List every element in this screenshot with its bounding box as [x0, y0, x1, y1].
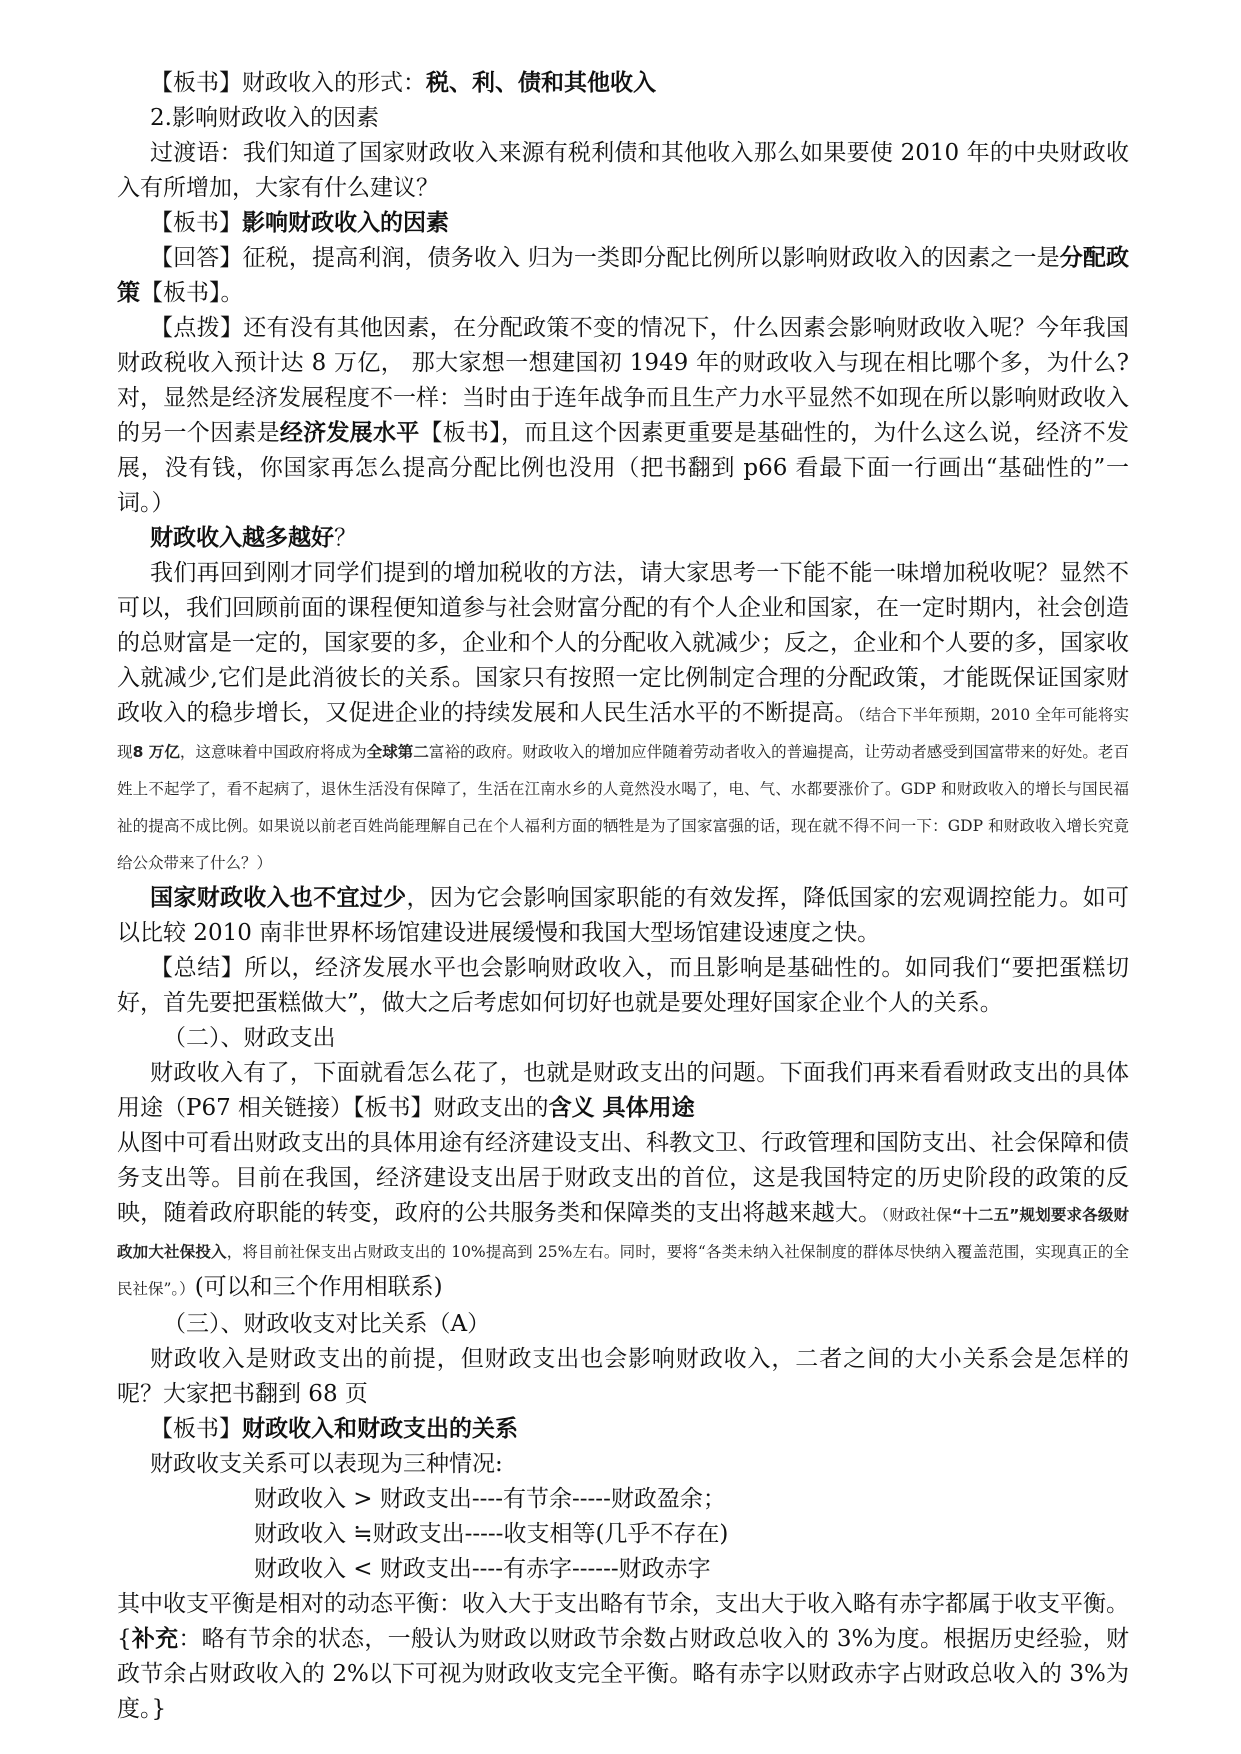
text: 财政收入 ≒财政支出-----收支相等(几乎不存在): [254, 1521, 729, 1547]
paragraph-expenditure-intro: [117, 1056, 1129, 1126]
bold-text: 税、利、债和其他收入: [426, 70, 656, 96]
text: ？: [334, 525, 357, 551]
text: 【板书】: [150, 210, 242, 236]
text: 【总结】所以，经济发展水平也会影响财政收入，而且影响是基础性的。如同我们“要把蛋糕切好，首先要把蛋糕做大”，做大之后考虑如何切好也就是要处理好国家企业个人的关系。: [117, 955, 1129, 1016]
heading-factors: [117, 101, 1129, 136]
note-bold-text: 全球第二: [366, 743, 429, 761]
text: 【回答】征税，提高利润，债务收入 归为一类即分配比例所以影响财政收入的因素之一是: [150, 245, 1060, 271]
text: 【板书】财政收入的形式：: [150, 70, 426, 96]
bold-text: 经济发展水平: [279, 420, 420, 446]
heading-balance: [117, 1307, 1129, 1342]
text: 过渡语：我们知道了国家财政收入来源有税利债和其他收入那么如果要使 2010 年的中央财政收入有所增加，大家有什么建议？: [117, 140, 1129, 201]
note-text: （结合下半年预期，2010 全年可能将实现: [117, 706, 1130, 761]
paragraph-summary: [117, 951, 1129, 1021]
text: （三）、财政收支对比关系（A）: [163, 1311, 491, 1337]
bold-text: 财政收入越多越好: [150, 525, 334, 551]
note-text: 富裕的政府。财政收入的增加应伴随着劳动者收入的普遍提高，让劳动者感受到国富带来的好处。老百姓上不起学了，看不起病了，退休生活没有保障了，生活在江南水乡的人竟然没水喝了，电、气、水都要涨价了。GDP 和财政收入的增长与国民福祉的提高不成比例。如果说以前老百姓尚能理解自己在个人福利方面的牺牲是为了国家富强的话，现在就不得不问一下：GDP 和财政收入增长究竟给公众带来了什么？）: [117, 743, 1129, 872]
text: 财政收入是财政支出的前提，但财政支出也会影响财政收入，二者之间的大小关系会是怎样的呢？大家把书翻到 68 页: [117, 1346, 1129, 1407]
paragraph-expenditure-uses: [117, 1126, 1129, 1307]
bold-text: 分配政策: [117, 245, 1130, 306]
formula-surplus: [117, 1482, 1129, 1517]
note-bold-text: 8 万亿: [132, 743, 180, 761]
heading-expenditure: [117, 1021, 1129, 1056]
text: 其中收支平衡是相对的动态平衡：收入大于支出略有节余，支出大于收入略有赤字都属于收支平衡。{: [117, 1591, 1129, 1652]
paragraph-board-factors: [117, 206, 1129, 241]
text: ：略有节余的状态，一般认为财政以财政节余数占财政总收入的 3%为度。根据历史经验，财政节余占财政收入的 2%以下可视为财政收支完全平衡。略有赤字以财政赤字占财政总收入的 3%为度。}: [117, 1626, 1130, 1722]
paragraph-tax-discussion: [117, 556, 1129, 881]
bold-text: 影响财政收入的因素: [242, 210, 449, 236]
text: 财政收入 < 财政支出----有赤字------财政赤字: [254, 1556, 711, 1582]
bold-text: 国家财政收入也不宜过少: [150, 885, 407, 911]
bold-text: 含义 具体用途: [548, 1095, 695, 1121]
paragraph-not-too-little: [117, 881, 1129, 951]
note-text: ，这意味着中国政府将成为: [179, 743, 367, 761]
paragraph-dynamic-balance: [117, 1587, 1129, 1727]
paragraph-board-forms: [117, 66, 1129, 101]
text: 我们再回到刚才同学们提到的增加税收的方法，请大家思考一下能不能一味增加税收呢？显然不可以，我们回顾前面的课程便知道参与社会财富分配的有个人企业和国家，在一定时期内，社会创造的总财富是一定的，国家要的多，企业和个人的分配收入就减少；反之，企业和个人要的多，国家收入就减少,它们是此消彼长的关系。国家只有按照一定比例制定合理的分配政策，才能既保证国家财政收入的稳步增长，又促进企业的持续发展和人民生活水平的不断提高。: [117, 560, 1129, 726]
paragraph-three-cases: [117, 1447, 1129, 1482]
heading-more-better: [117, 521, 1129, 556]
text: 从图中可看出财政支出的具体用途有经济建设支出、科教文卫、行政管理和国防支出、社会保障和债务支出等。目前在我国，经济建设支出居于财政支出的首位，这是我国特定的历史阶段的政策的反映，随着政府职能的转变，政府的公共服务类和保障类的支出将越来越大。: [117, 1130, 1129, 1226]
text: 【板书】。: [140, 280, 244, 306]
paragraph-answer: [117, 241, 1129, 311]
note-bold-text: “十二五”规划要求各级财政加大社保投入: [117, 1206, 1129, 1261]
text: 2.影响财政收入的因素: [150, 105, 379, 131]
formula-deficit: [117, 1552, 1129, 1587]
document-body: [117, 66, 1129, 1727]
text: 财政收支关系可以表现为三种情况:: [150, 1451, 503, 1477]
text: 财政收入有了，下面就看怎么花了，也就是财政支出的问题。下面我们再来看看财政支出的具体用途（P67 相关链接）【板书】财政支出的: [117, 1060, 1129, 1121]
formula-equal: [117, 1517, 1129, 1552]
bold-text: 财政收入和财政支出的关系: [242, 1416, 518, 1442]
paragraph-transition: [117, 136, 1129, 206]
paragraph-balance-intro: [117, 1342, 1129, 1412]
text: 【板书】: [150, 1416, 242, 1442]
paragraph-board-relation: [117, 1412, 1129, 1447]
text: 【板书】，而且这个因素更重要是基础性的，为什么这么说，经济不发展，没有钱，你国家再怎么提高分配比例也没用（把书翻到 p66 看最下面一行画出“基础性的”一词。）: [117, 420, 1130, 516]
text: (可以和三个作用相联系): [194, 1274, 443, 1300]
note-text: ，将目前社保支出占财政支出的 10%提高到 25%左右。同时，要将“各类未纳入社保制度的群体尽快纳入覆盖范围，实现真正的全民社保”。）: [117, 1243, 1129, 1298]
bold-text: 补充: [131, 1626, 179, 1652]
text: 财政收入 > 财政支出----有节余-----财政盈余；: [254, 1486, 726, 1512]
note-text: （财政社保: [881, 1206, 952, 1224]
text: 【点拨】还有没有其他因素，在分配政策不变的情况下，什么因素会影响财政收入呢？今年我国财政税收入预计达 8 万亿， 那大家想一想建国初 1949 年的财政收入与现在相比哪个多，为什么?对，显然是经济发展程度不一样：当时由于连年战争而且生产力水平显然不如现在所以影响财政收入的另一个因素是: [117, 315, 1129, 446]
text: （二）、财政支出: [163, 1025, 336, 1051]
paragraph-hint: [117, 311, 1129, 521]
text: ，因为它会影响国家职能的有效发挥，降低国家的宏观调控能力。如可以比较 2010 南非世界杯场馆建设进展缓慢和我国大型场馆建设速度之快。: [117, 885, 1130, 946]
